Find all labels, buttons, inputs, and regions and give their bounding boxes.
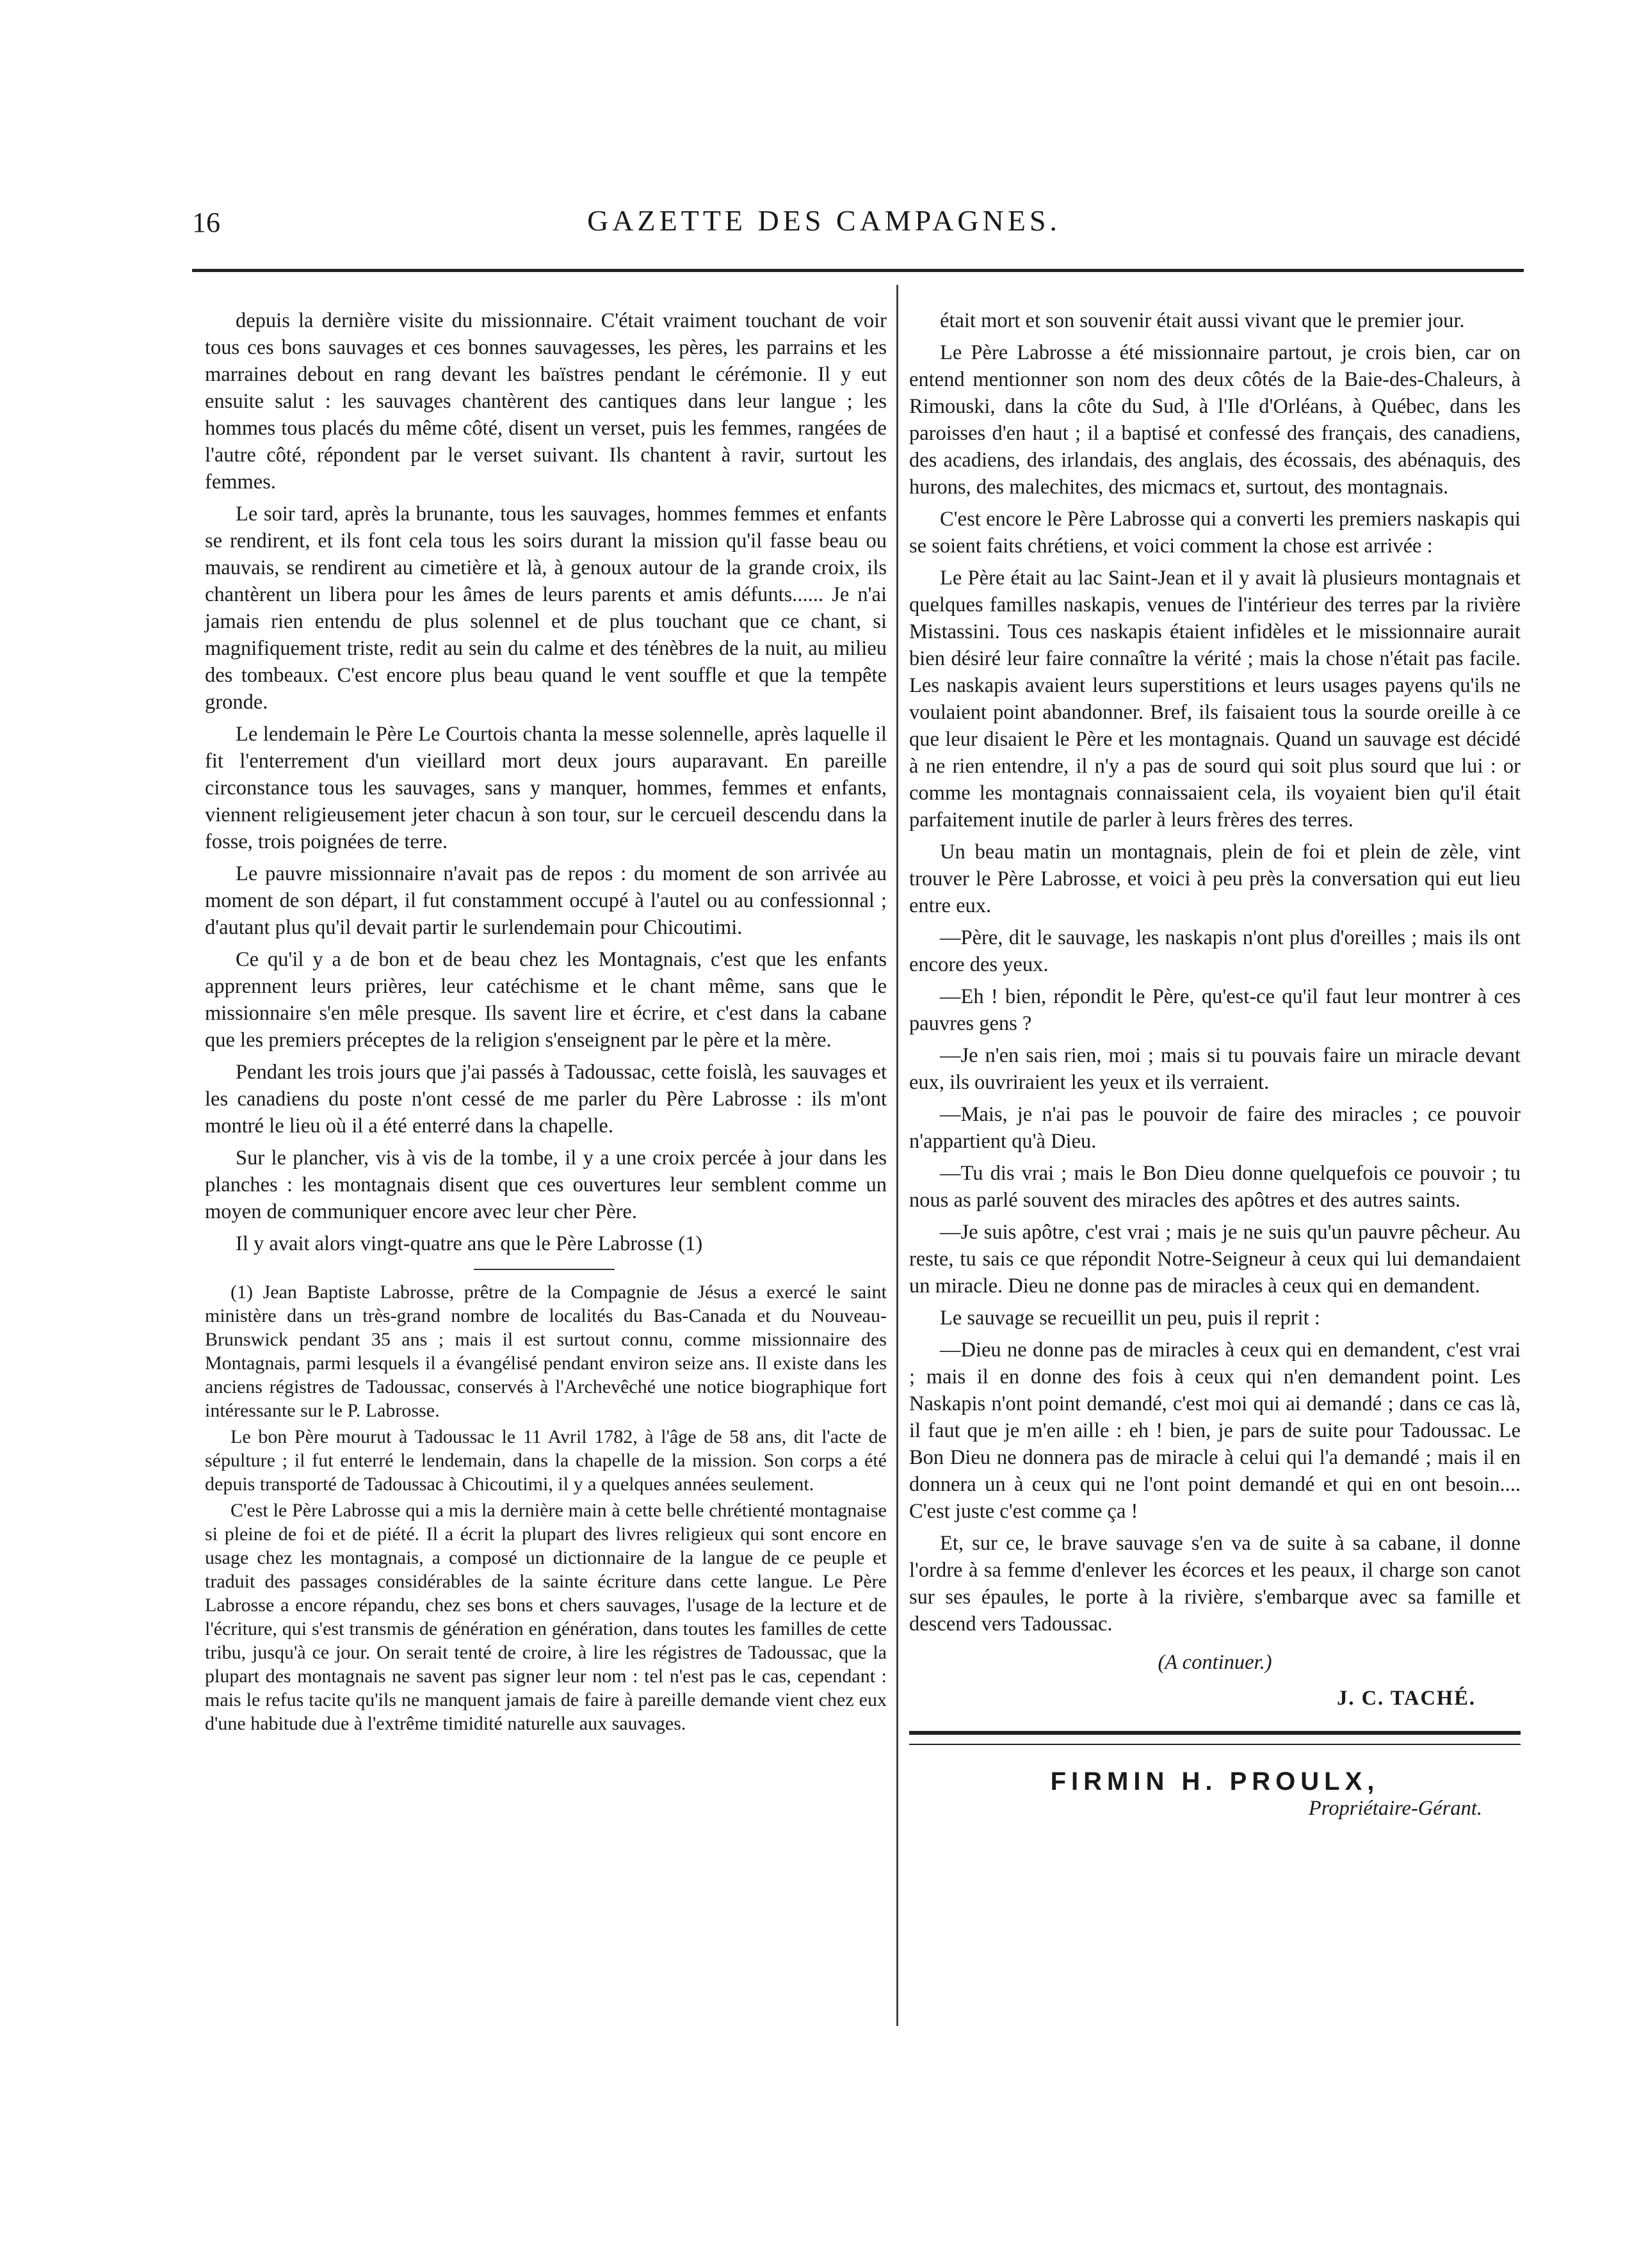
dialogue-paragraph: —Mais, je n'ai pas le pouvoir de faire des miracles ; ce pouvoir n'appartient qu'à Dieu. — [909, 1103, 1521, 1153]
right-column — [909, 307, 1521, 1822]
footnote-rule — [474, 1269, 615, 1270]
body-paragraph: Le Père Labrosse a été missionnaire partout, je crois bien, car on entend mentionner son nom des deux côtés de la Baie-des-Chaleurs, à Rimouski, dans la côte du Sud, à l'Ile d'Orléans, à Québec, dans les paroisses d'en haut ; il a baptisé et confessé des français, des canadiens, des acadiens, des irlandais, des anglais, des écossais, des abénaquis, des hurons, des malechites, des micmacs et, surtout, des montagnais. — [909, 341, 1521, 499]
body-paragraph: C'est encore le Père Labrosse qui a converti les premiers naskapis qui se soient faits chrétiens, et voici comment la chose est arrivée : — [909, 508, 1521, 558]
body-paragraph: Et, sur ce, le brave sauvage s'en va de suite à sa cabane, il donne l'ordre à sa femme d'enlever les écorces et les peaux, il charge son canot sur ses épaules, le porte à la rivière, s'embarque avec sa famille et descend vers Tadoussac. — [909, 1532, 1521, 1636]
body-paragraph: Le lendemain le Père Le Courtois chanta la messe solennelle, après laquelle il fit l'enterrement d'un vieillard mort deux jours auparavant. En pareille circonstance tous les sauvages, sans y manquer, hommes, femmes et enfants, viennent religieusement jeter chacun à son tour, sur le cercueil descendu dans la fosse, trois poignées de terre. — [205, 723, 887, 853]
publisher-name: FIRMIN H. PROULX, — [1050, 1767, 1380, 1796]
body-paragraph: Ce qu'il y a de bon et de beau chez les Montagnais, c'est que les enfants apprennent leurs prières, leur catéchisme et le chant même, sans que le missionnaire s'en mêle presque. Ils savent lire et écrire, et c'est dans la cabane que les premiers préceptes de la religion s'enseignent par le père et la mère. — [205, 948, 887, 1052]
dialogue-paragraph: —Dieu ne donne pas de miracles à ceux qui en demandent, c'est vrai ; mais il en donne des fois à ceux qui n'en demandent point. Les Naskapis n'ont point demandé, c'est moi qui ai demandé ; dans ce cas là, il faut que je m'en aille : eh ! bien, je pars de suite pour Tadoussac. Le Bon Dieu ne donnera pas de miracle à celui qui l'a demandé ; mais il en donnera un à ceux qui ne l'ont point demandé et qui en ont besoin.... C'est juste c'est comme ça ! — [909, 1339, 1521, 1523]
column-divider — [896, 285, 898, 2026]
page-number: 16 — [192, 207, 220, 238]
author-signature: J. C. TACHÉ. — [1337, 1687, 1476, 1710]
publisher-title: Propriétaire-Gérant. — [1308, 1797, 1482, 1820]
footnote-paragraph: Le bon Père mourut à Tadoussac le 11 Avril 1782, à l'âge de 58 ans, dit l'acte de sépulture ; il fut enterré le lendemain, dans la chapelle de la mission. Son corps a été depuis transporté de Tadoussac à Chicoutimi, il y a quelques années seulement. — [205, 1426, 887, 1495]
continuation-note: (A continuer.) — [1158, 1651, 1272, 1674]
body-paragraph: était mort et son souvenir était aussi vivant que le premier jour. — [940, 309, 1465, 332]
body-paragraph: Un beau matin un montagnais, plein de foi et plein de zèle, vint trouver le Père Labrosse, et voici à peu près la conversation qui eut lieu entre eux. — [909, 840, 1521, 917]
footnote-paragraph: C'est le Père Labrosse qui a mis la dernière main à cette belle chrétienté montagnaise si pleine de foi et de piété. Il a écrit la plupart des livres religieux qui sont encore en usage chez les montagnais, a composé un dictionnaire de la langue de ce peuple et traduit des passages considérables de la sainte écriture dans cette langue. Le Père Labrosse a encore répandu, chez ses bons et chers sauvages, l'usage de la lecture et de l'écriture, qui s'est transmis de génération en génération, dans toutes les familles de cette tribu, jusqu'à ce jour. On serait tenté de croire, à lire les régistres de Tadoussac, que la plupart des montagnais ne savent pas signer leur nom : tel n'est pas le cas, cependant : mais le refus tacite qu'ils ne manquent jamais de faire à pareille demande vient chez eux d'une habitude due à l'extrême timidité naturelle aux sauvages. — [205, 1500, 887, 1734]
body-paragraph: Le pauvre missionnaire n'avait pas de repos : du moment de son arrivée au moment de son départ, il fut constamment occupé à l'autel ou au confessionnal ; d'autant plus qu'il devait partir le surlendemain pour Chicoutimi. — [205, 862, 887, 939]
body-paragraph: depuis la dernière visite du missionnaire. C'était vraiment touchant de voir tous ces bons sauvages et ces bonnes sauvagesses, les pères, les parrains et les marraines debout en rang devant les baïstres pendant le cérémonie. Il y eut ensuite salut : les sauvages chantèrent des cantiques dans leur langue ; les hommes tous placés du même côté, disent un verset, puis les femmes, rangées de l'autre côté, répondent par le verset suivant. Ils chantent à ravir, surtout les femmes. — [205, 309, 887, 494]
dialogue-paragraph: —Je n'en sais rien, moi ; mais si tu pouvais faire un miracle devant eux, ils ouvriraient les yeux et ils verraient. — [909, 1044, 1521, 1094]
signoff-rule — [909, 1731, 1521, 1735]
dialogue-paragraph: —Père, dit le sauvage, les naskapis n'ont plus d'oreilles ; mais ils ont encore des yeux. — [909, 926, 1521, 976]
header-rule — [192, 269, 1524, 272]
body-paragraph: Sur le plancher, vis à vis de la tombe, il y a une croix percée à jour dans les planches : les montagnais disent que ces ouvertures leur semblent comme un moyen de communiquer encore avec leur cher Père. — [205, 1146, 887, 1223]
body-paragraph: Il y avait alors vingt-quatre ans que le Père Labrosse (1) — [236, 1232, 703, 1255]
body-paragraph: Le Père était au lac Saint-Jean et il y avait là plusieurs montagnais et quelques familles naskapis, venues de l'intérieur des terres par la rivière Mistassini. Tous ces naskapis étaient infidèles et le missionnaire aurait bien désiré leur faire connaître la vérité ; mais la chose n'était pas facile. Les naskapis avaient leurs superstitions et leurs usages payens qu'ils ne voulaient point abandonner. Bref, ils faisaient tous la sourde oreille à ce que leur disaient le Père et les montagnais. Quand un sauvage est décidé à ne rien entendre, il n'y a pas de sourd qui soit plus sourd que lui : or comme les montagnais connaissaient cela, ils voyaient bien qu'il était parfaitement inutile de parler à leurs frères des terres. — [909, 567, 1521, 832]
body-paragraph: Pendant les trois jours que j'ai passés à Tadoussac, cette foislà, les sauvages et les canadiens du poste n'ont cessé de me parler du Père Labrosse : ils m'ont montré le lieu où il a été enterré dans la chapelle. — [205, 1061, 887, 1138]
dialogue-paragraph: —Tu dis vrai ; mais le Bon Dieu donne quelquefois ce pouvoir ; tu nous as parlé souvent des miracles des apôtres et des autres saints. — [909, 1162, 1521, 1212]
dialogue-paragraph: —Eh ! bien, répondit le Père, qu'est-ce qu'il faut leur montrer à ces pauvres gens ? — [909, 985, 1521, 1035]
footnotes — [205, 1280, 887, 1735]
body-paragraph: Le soir tard, après la brunante, tous les sauvages, hommes femmes et enfants se rendirent, et ils font cela tous les soirs durant la mission qu'il fasse beau ou mauvais, se rendirent au cimetière et là, à genoux autour de la grande croix, ils chantèrent un libera pour les âmes de leurs parents et amis défunts...... Je n'ai jamais rien entendu de plus solennel et de plus touchant que ce chant, si magnifiquement triste, redit au sein du calme et des ténèbres de la nuit, au milieu des tombeaux. C'est encore plus beau quand le vent souffle et que la tempête gronde. — [205, 503, 887, 714]
body-paragraph: Le sauvage se recueillit un peu, puis il reprit : — [940, 1307, 1320, 1330]
signoff-rule-thin — [909, 1744, 1521, 1745]
running-title: GAZETTE DES CAMPAGNES. — [587, 204, 1061, 237]
left-column — [205, 307, 887, 1738]
dialogue-paragraph: —Je suis apôtre, c'est vrai ; mais je ne suis qu'un pauvre pêcheur. Au reste, tu sais ce que répondit Notre-Seigneur à ceux qui lui demandaient un miracle. Dieu ne donne pas de miracles à ceux qui en demandent. — [909, 1221, 1521, 1298]
footnote-paragraph: (1) Jean Baptiste Labrosse, prêtre de la Compagnie de Jésus a exercé le saint ministère dans un très-grand nombre de localités du Bas-Canada et du Nouveau-Brunswick pendant 35 ans ; mais il est surtout connu, comme missionnaire des Montagnais, parmi lesquels il a évangélisé pendant environ seize ans. Il existe dans les anciens régistres de Tadoussac, conservés à l'Archevêché une notice biographique fort intéressante sur le P. Labrosse. — [205, 1282, 887, 1421]
